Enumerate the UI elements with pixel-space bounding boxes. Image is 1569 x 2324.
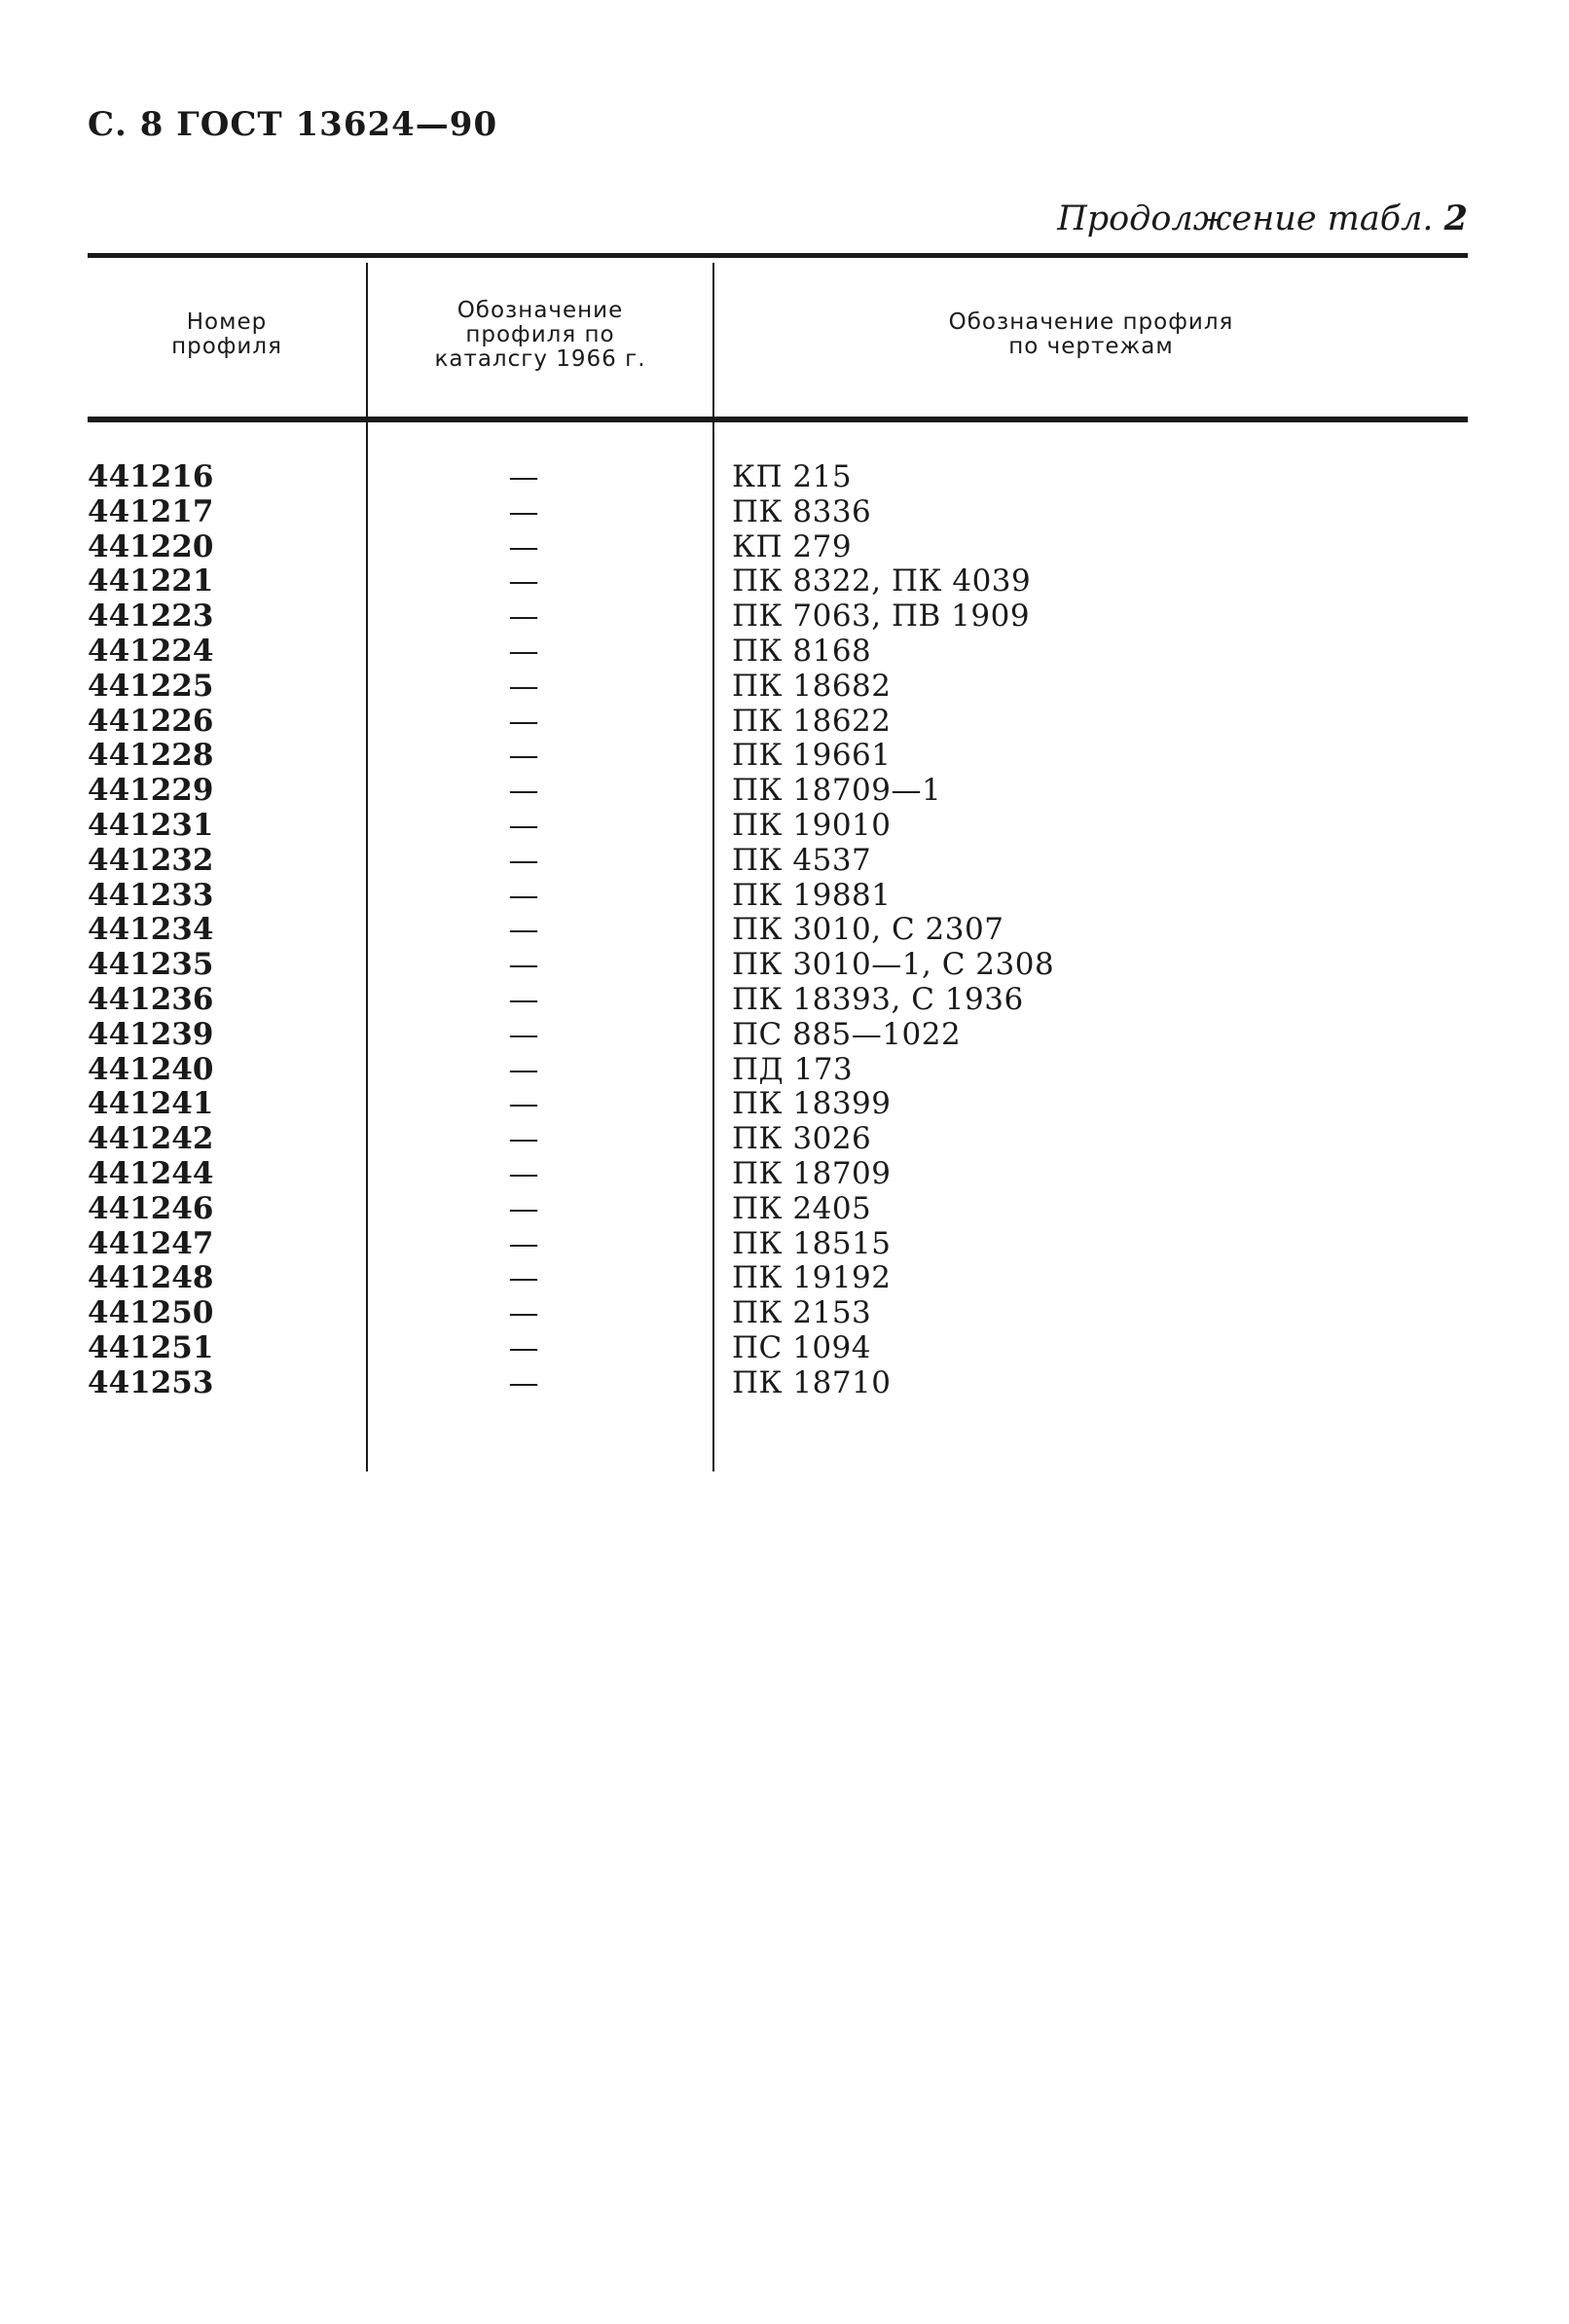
profile-number: 441242 bbox=[88, 1121, 214, 1157]
profile-number: 441248 bbox=[88, 1260, 214, 1296]
profile-number: 441253 bbox=[88, 1364, 214, 1400]
profile-number: 441228 bbox=[88, 738, 214, 774]
catalog-designation: — bbox=[508, 668, 539, 704]
catalog-designation: — bbox=[508, 1016, 539, 1052]
catalog-designation: — bbox=[508, 599, 539, 635]
drawing-designation: ПС 885—1022 bbox=[732, 1016, 962, 1052]
catalog-designation: — bbox=[508, 773, 539, 809]
profile-number: 441232 bbox=[88, 842, 214, 878]
table-row bbox=[88, 1052, 1468, 1087]
table-row bbox=[88, 1330, 1468, 1365]
profile-number: 441246 bbox=[88, 1190, 214, 1226]
table-row bbox=[88, 1365, 1468, 1400]
catalog-designation: — bbox=[508, 1086, 539, 1122]
drawing-designation: ПК 2405 bbox=[732, 1190, 872, 1226]
table-row bbox=[88, 1260, 1468, 1295]
column-header-profile-number: Номер профиля bbox=[171, 309, 282, 359]
drawing-designation: ПК 3010—1, С 2308 bbox=[732, 947, 1055, 983]
profile-number: 441233 bbox=[88, 877, 214, 913]
column-header-drawing-designation: Обозначение профиля по чертежам bbox=[948, 309, 1234, 359]
profile-number: 441250 bbox=[88, 1295, 214, 1331]
profile-number: 441241 bbox=[88, 1086, 214, 1122]
table-continuation-label bbox=[1057, 199, 1468, 238]
table-row bbox=[88, 1226, 1468, 1261]
catalog-designation: — bbox=[508, 912, 539, 948]
profile-number: 441239 bbox=[88, 1016, 214, 1052]
drawing-designation: ПК 18709 bbox=[732, 1155, 892, 1191]
drawing-designation: ПК 8322, ПК 4039 bbox=[732, 563, 1032, 599]
catalog-designation: — bbox=[508, 1329, 539, 1365]
drawing-designation: КП 215 bbox=[732, 459, 853, 494]
drawing-designation: ПК 7063, ПВ 1909 bbox=[732, 599, 1031, 635]
catalog-designation: — bbox=[508, 493, 539, 529]
catalog-designation: — bbox=[508, 1260, 539, 1296]
drawing-designation: ПК 3026 bbox=[732, 1121, 872, 1157]
profile-number: 441226 bbox=[88, 703, 214, 739]
catalog-designation: — bbox=[508, 807, 539, 843]
profile-number: 441244 bbox=[88, 1155, 214, 1191]
profile-number: 441235 bbox=[88, 947, 214, 983]
drawing-designation: ПК 8336 bbox=[732, 493, 872, 529]
drawing-designation: ПК 8168 bbox=[732, 633, 872, 669]
profile-table bbox=[88, 253, 1468, 1471]
profile-number: 441224 bbox=[88, 633, 214, 669]
drawing-designation: ПК 2153 bbox=[732, 1295, 872, 1331]
catalog-designation: — bbox=[508, 1190, 539, 1226]
profile-number: 441247 bbox=[88, 1225, 214, 1261]
catalog-designation: — bbox=[508, 1364, 539, 1400]
drawing-designation: ПК 18399 bbox=[732, 1086, 892, 1122]
profile-number: 441251 bbox=[88, 1329, 214, 1365]
drawing-designation: ПК 18710 bbox=[732, 1364, 892, 1400]
table-row bbox=[88, 947, 1468, 982]
profile-number: 441234 bbox=[88, 912, 214, 948]
drawing-designation: ПК 18515 bbox=[732, 1225, 892, 1261]
table-row bbox=[88, 773, 1468, 808]
catalog-designation: — bbox=[508, 947, 539, 983]
catalog-designation: — bbox=[508, 981, 539, 1017]
table-row bbox=[88, 669, 1468, 704]
catalog-designation: — bbox=[508, 633, 539, 669]
catalog-designation: — bbox=[508, 877, 539, 913]
table-row bbox=[88, 1121, 1468, 1156]
drawing-designation: ПК 3010, С 2307 bbox=[732, 912, 1004, 948]
table-row bbox=[88, 1086, 1468, 1121]
drawing-designation: КП 279 bbox=[732, 528, 853, 564]
table-row bbox=[88, 843, 1468, 878]
table-row bbox=[88, 1017, 1468, 1052]
drawing-designation: ПД 173 bbox=[732, 1051, 854, 1087]
catalog-designation: — bbox=[508, 738, 539, 774]
table-row bbox=[88, 494, 1468, 529]
drawing-designation: ПК 19010 bbox=[732, 807, 892, 843]
drawing-designation: ПК 18393, С 1936 bbox=[732, 981, 1024, 1017]
table-row bbox=[88, 912, 1468, 947]
table-row bbox=[88, 1156, 1468, 1191]
profile-number: 441217 bbox=[88, 493, 214, 529]
drawing-designation: ПК 19661 bbox=[732, 738, 892, 774]
table-row bbox=[88, 982, 1468, 1017]
table-row bbox=[88, 1295, 1468, 1330]
continuation-text: Продолжение табл. bbox=[1057, 200, 1434, 238]
table-body bbox=[88, 459, 1468, 1400]
table-row bbox=[88, 459, 1468, 494]
catalog-designation: — bbox=[508, 703, 539, 739]
profile-number: 441221 bbox=[88, 563, 214, 599]
column-header-catalog-designation: Обозначение профиля по каталсгу 1966 г. bbox=[434, 297, 646, 372]
catalog-designation: — bbox=[508, 1121, 539, 1157]
catalog-designation: — bbox=[508, 459, 539, 494]
catalog-designation: — bbox=[508, 1225, 539, 1261]
table-row bbox=[88, 634, 1468, 669]
profile-number: 441220 bbox=[88, 528, 214, 564]
drawing-designation: ПК 18622 bbox=[732, 703, 892, 739]
catalog-designation: — bbox=[508, 1051, 539, 1087]
profile-number: 441229 bbox=[88, 773, 214, 809]
profile-number: 441231 bbox=[88, 807, 214, 843]
drawing-designation: ПК 19192 bbox=[732, 1260, 892, 1296]
drawing-designation: ПК 4537 bbox=[732, 842, 872, 878]
catalog-designation: — bbox=[508, 1295, 539, 1331]
catalog-designation: — bbox=[508, 1155, 539, 1191]
table-row bbox=[88, 808, 1468, 843]
catalog-designation: — bbox=[508, 528, 539, 564]
profile-number: 441236 bbox=[88, 981, 214, 1017]
table-row bbox=[88, 738, 1468, 773]
profile-number: 441225 bbox=[88, 668, 214, 704]
drawing-designation: ПК 18682 bbox=[732, 668, 892, 704]
page-header: С. 8 ГОСТ 13624—90 bbox=[88, 105, 498, 144]
table-row bbox=[88, 704, 1468, 739]
table-row bbox=[88, 878, 1468, 913]
table-header-rule bbox=[88, 417, 1468, 422]
table-row bbox=[88, 599, 1468, 634]
table-row bbox=[88, 563, 1468, 599]
table-row bbox=[88, 1191, 1468, 1226]
table-number: 2 bbox=[1443, 199, 1468, 238]
drawing-designation: ПК 18709—1 bbox=[732, 773, 942, 809]
profile-number: 441240 bbox=[88, 1051, 214, 1087]
table-row bbox=[88, 529, 1468, 564]
profile-number: 441216 bbox=[88, 459, 214, 494]
drawing-designation: ПК 19881 bbox=[732, 877, 892, 913]
catalog-designation: — bbox=[508, 563, 539, 599]
catalog-designation: — bbox=[508, 842, 539, 878]
profile-number: 441223 bbox=[88, 599, 214, 635]
drawing-designation: ПС 1094 bbox=[732, 1329, 871, 1365]
